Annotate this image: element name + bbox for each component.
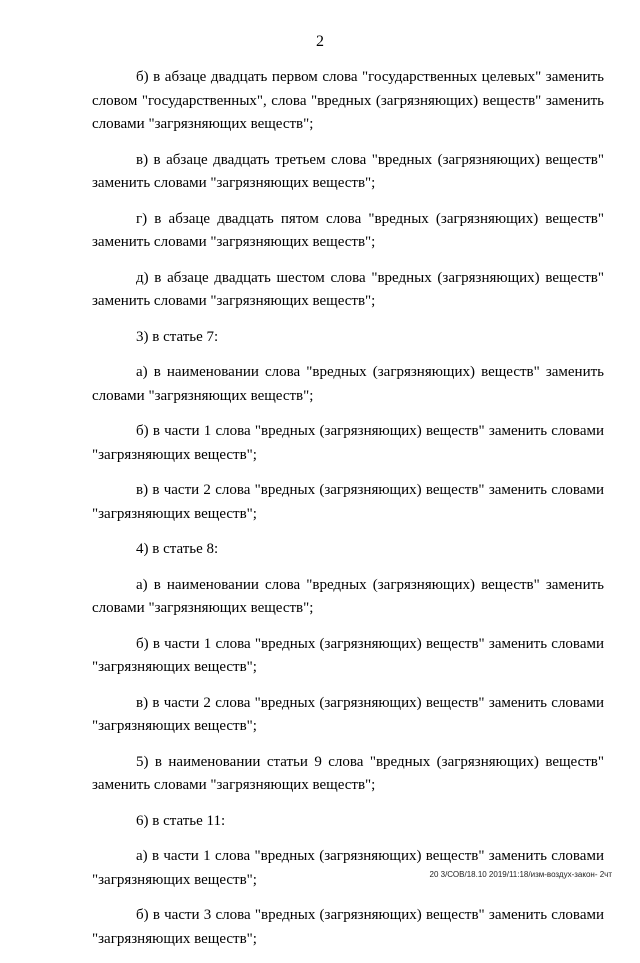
paragraph-article-7-b: б) в части 1 слова "вредных (загрязняющих) веществ" заменить словами "загрязняющих веществ"; <box>92 423 604 463</box>
paragraph-v-abzac-23: в) в абзаце двадцать третьем слова "вредных (загрязняющих) веществ" заменить словами "загрязняющих веществ"; <box>92 151 604 191</box>
paragraph-article-11-a: а) в части 1 слова "вредных (загрязняющих) веществ" заменить словами "загрязняющих веществ"; <box>92 848 604 888</box>
paragraph-article-8-b: б) в части 1 слова "вредных (загрязняющих) веществ" заменить словами "загрязняющих веществ"; <box>92 635 604 675</box>
paragraph-article-8-a: а) в наименовании слова "вредных (загрязняющих) веществ" заменить словами "загрязняющих веществ"; <box>92 576 604 616</box>
paragraph-article-8-v: в) в части 2 слова "вредных (загрязняющих) веществ" заменить словами "загрязняющих веществ"; <box>92 694 604 734</box>
paragraph-article-7-a: а) в наименовании слова "вредных (загрязняющих) веществ" заменить словами "загрязняющих веществ"; <box>92 364 604 404</box>
paragraph-article-7-v: в) в части 2 слова "вредных (загрязняющих) веществ" заменить словами "загрязняющих веществ"; <box>92 482 604 522</box>
paragraph-b-abzac-21: б) в абзаце двадцать первом слова "государственных целевых" заменить словом "государственных", слова "вредных (загрязняющих) веществ" заменить словами "загрязняющих веществ"; <box>92 69 604 132</box>
paragraph-g-abzac-25: г) в абзаце двадцать пятом слова "вредных (загрязняющих) веществ" заменить словами "загрязняющих веществ"; <box>92 210 604 250</box>
page-number: 2 <box>316 33 324 50</box>
document-body <box>92 66 604 963</box>
paragraph-item-6-article-11: 6) в статье 11: <box>136 812 226 829</box>
paragraph-d-abzac-26: д) в абзаце двадцать шестом слова "вредных (загрязняющих) веществ" заменить словами "загрязняющих веществ"; <box>92 269 604 309</box>
document-footer-code: 20 3/СОВ/18.10 2019/11:18/изм-воздух-закон- 2чт <box>429 870 612 879</box>
paragraph-item-4-article-8: 4) в статье 8: <box>136 541 219 557</box>
paragraph-item-3-article-7: 3) в статье 7: <box>136 328 219 345</box>
paragraph-item-5-article-9: 5) в наименовании статьи 9 слова "вредных (загрязняющих) веществ" заменить словами "загрязняющих веществ"; <box>92 753 604 793</box>
paragraph-article-11-b: б) в части 3 слова "вредных (загрязняющих) веществ" заменить словами "загрязняющих веществ"; <box>92 907 604 947</box>
